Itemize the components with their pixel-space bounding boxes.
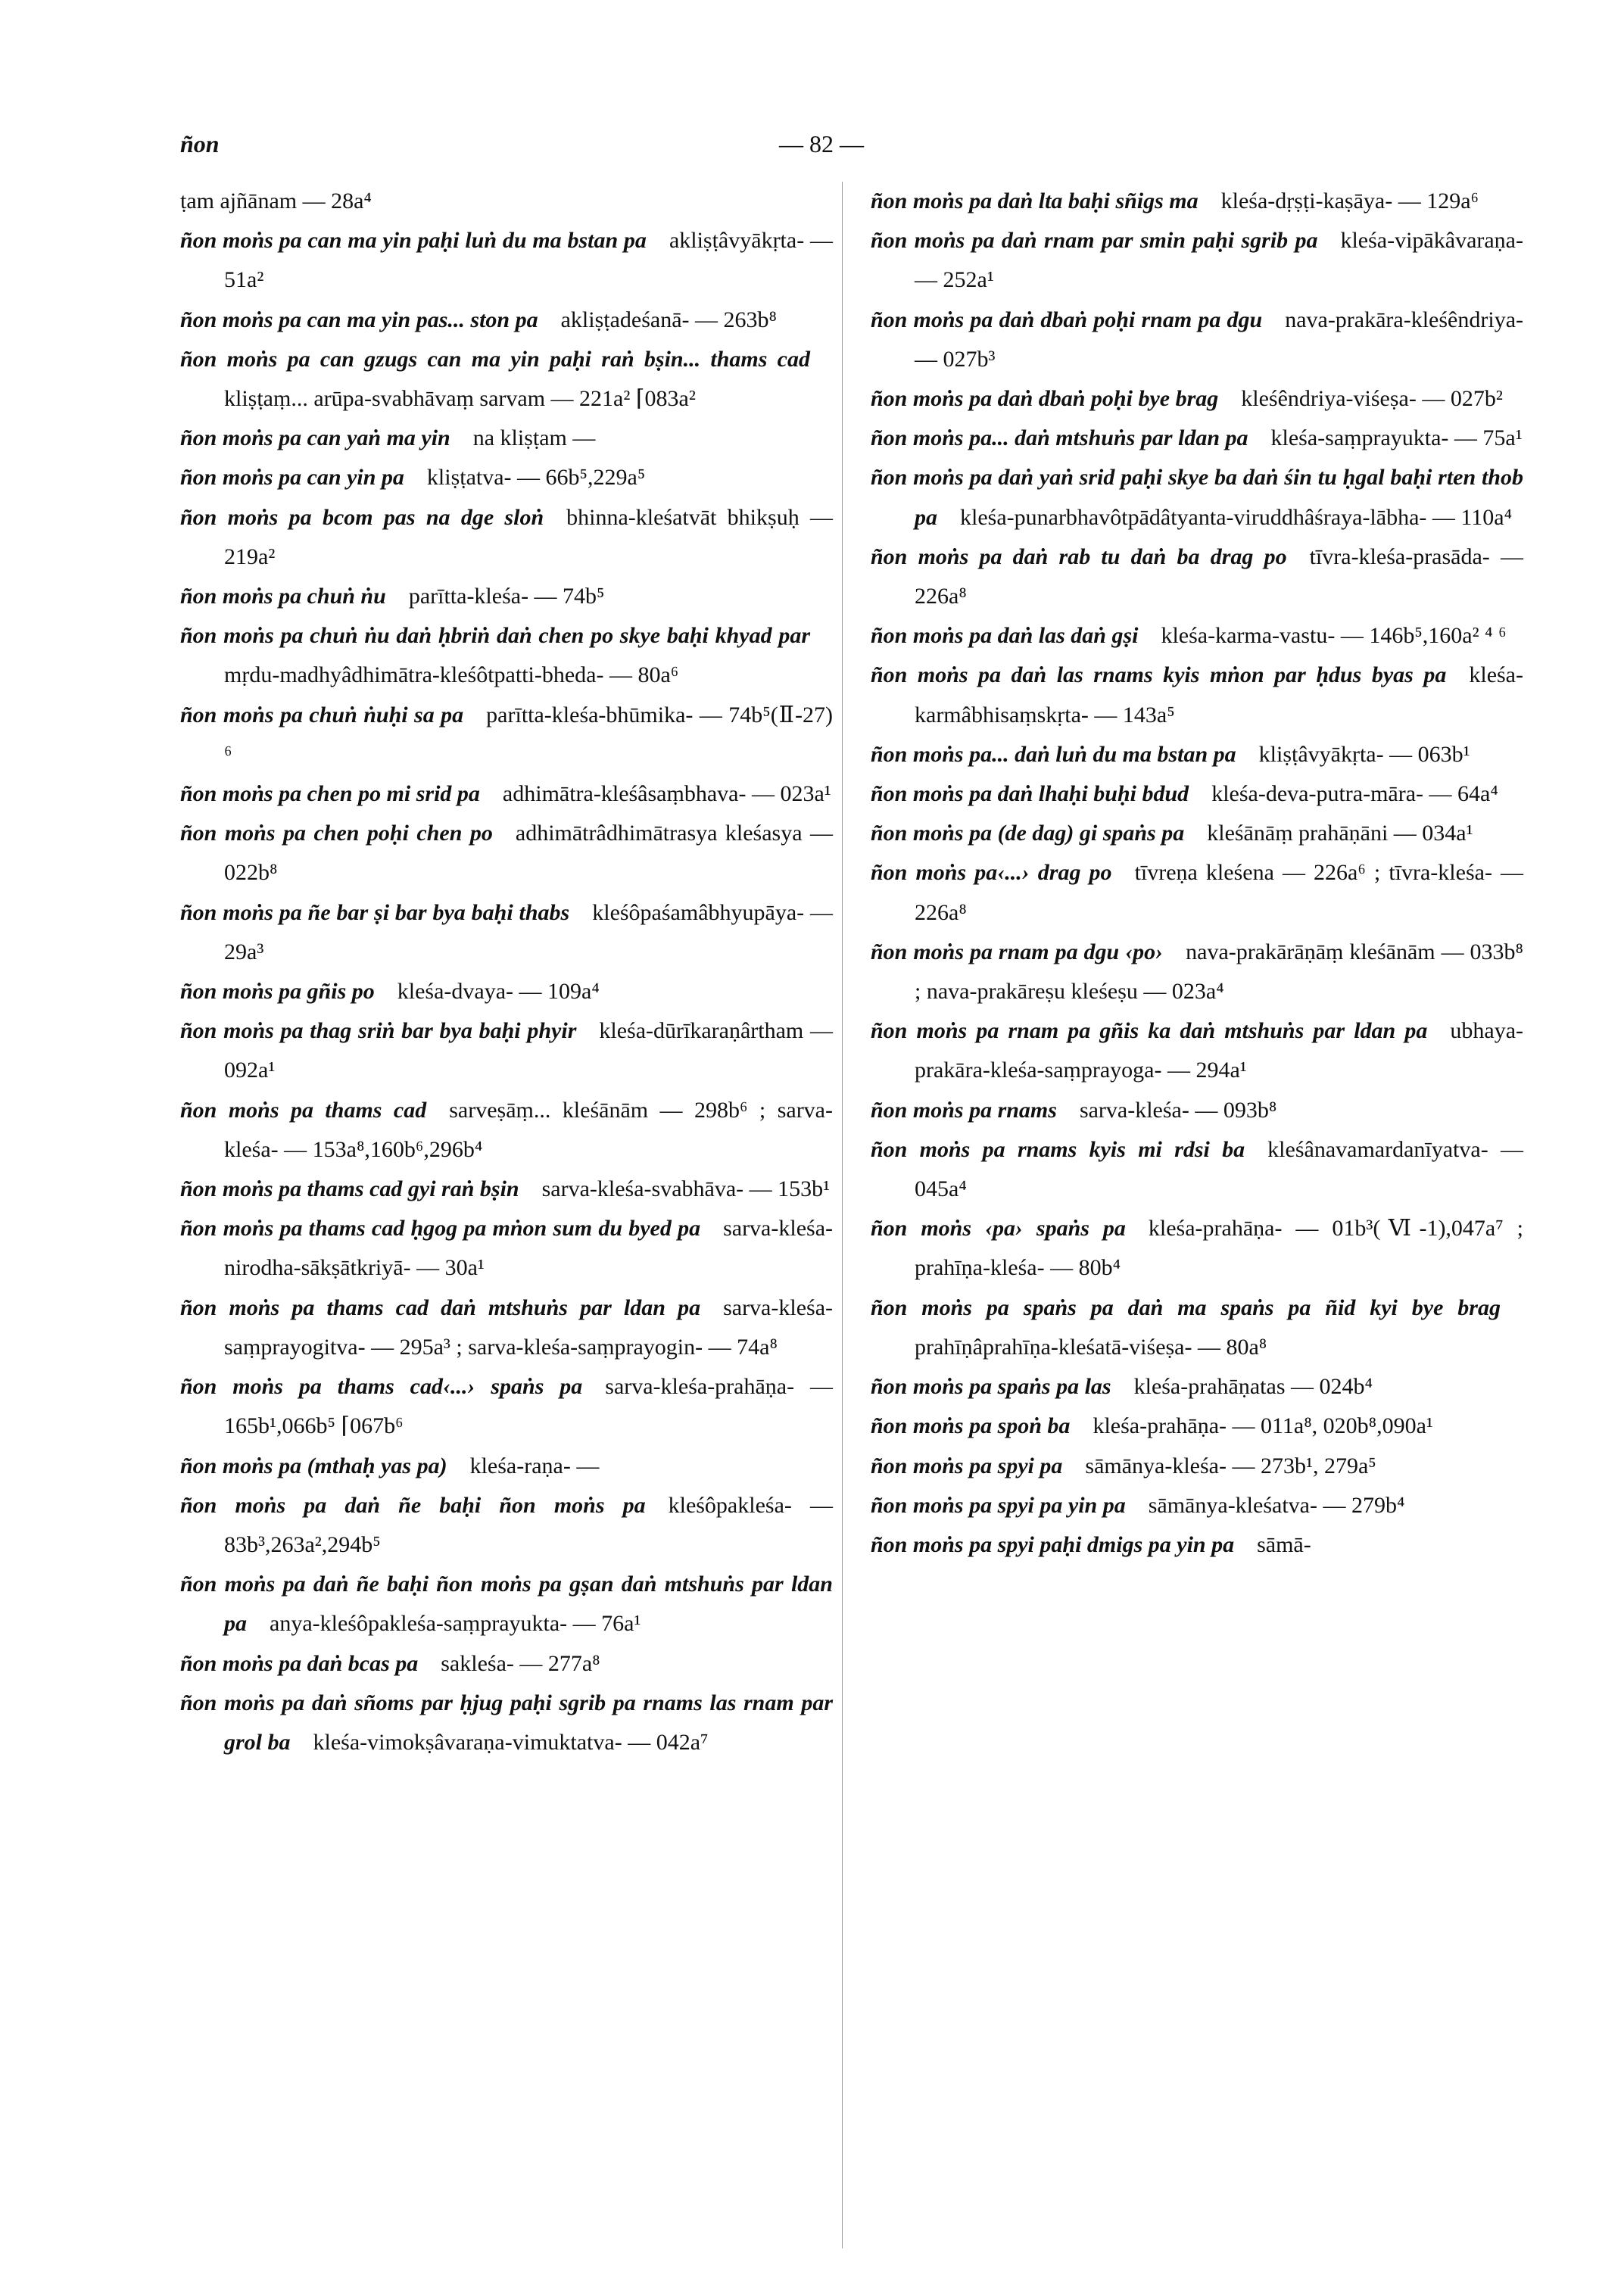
dictionary-entry [180,301,833,340]
left-column [180,182,833,1762]
sanskrit-reference: kliṣṭatva- — 66b⁵,229a⁵ [426,465,646,491]
dictionary-entry [871,1367,1523,1407]
dictionary-entry [180,221,833,300]
sanskrit-reference: ubhaya-prakāra-kleśa-saṃprayoga- — 294a¹ [915,1018,1523,1083]
tibetan-headword: ñon moṅs pa rnam pa dgu ‹po› [871,939,1164,964]
sanskrit-reference: kleśa-dūrīkaraṇârtham — 092a¹ [224,1018,833,1083]
tibetan-headword: ñon moṅs pa thams cad gyi raṅ bṣin [180,1176,519,1202]
dictionary-entry [180,1209,833,1288]
page-header [0,130,1624,176]
tibetan-headword: ñon moṅs pa ñe bar ṣi bar bya baḥi thabs [180,899,570,925]
dictionary-entry [871,774,1523,814]
sanskrit-reference: kleśa-punarbhavôtpādâtyanta-viruddhâśraya-lābha- — 110a⁴ [960,504,1513,530]
tibetan-headword: ñon moṅs pa chuṅ ṅu [180,584,386,609]
tibetan-headword: ñon moṅs pa can yaṅ ma yin [180,425,450,451]
tibetan-headword: ñon moṅs pa (mthaḥ yas pa) [180,1453,447,1478]
tibetan-headword: ñon moṅs pa daṅ las daṅ gṣi [871,623,1139,649]
tibetan-headword: ñon moṅs pa‹...› drag po [871,860,1112,886]
sanskrit-reference: kleśa-vimokṣâvaraṇa-vimuktatva- — 042a⁷ [313,1729,709,1755]
sanskrit-reference: kleśôpaśamâbhyupāya- — 29a³ [224,899,834,964]
tibetan-headword: ñon moṅs ‹pa› spaṅs pa [871,1216,1126,1242]
column-divider [842,182,843,2248]
sanskrit-reference: bhinna-kleśatvāt bhikṣuḥ — 219a² [224,504,833,569]
sanskrit-reference: tīvreṇa kleśena — 226a⁶ ; tīvra-kleśa- — 226a⁸ [915,860,1524,925]
tibetan-headword: ñon moṅs pa daṅ ñe baḥi ñon moṅs pa [180,1492,646,1518]
tibetan-headword: ñon moṅs pa spaṅs pa las [871,1374,1111,1400]
dictionary-entry [871,656,1523,734]
sanskrit-reference: prahīṇâprahīṇa-kleśatā-viśeṣa- — 80a⁸ [915,1334,1267,1360]
tibetan-headword: ñon moṅs pa can yin pa [180,465,404,491]
sanskrit-reference: sarva-kleśa- — 093b⁸ [1079,1097,1277,1123]
dictionary-entry [871,419,1523,458]
dictionary-entry [180,1644,833,1684]
sanskrit-reference: nava-prakārāṇāṃ kleśānām — 033b⁸ ; nava-prakāreṣu kleśeṣu — 023a⁴ [915,939,1523,1005]
dictionary-entry [871,814,1523,853]
sanskrit-reference: kleśānāṃ prahāṇāni — 034a¹ [1207,821,1473,846]
right-column [871,182,1523,1565]
tibetan-headword: ñon moṅs pa... daṅ mtshuṅs par ldan pa [871,425,1248,451]
tibetan-headword: ñon moṅs pa thams cad daṅ mtshuṅs par ldan pa [180,1294,701,1320]
dictionary-entry [180,1684,833,1762]
tibetan-headword: ñon moṅs pa daṅ bcas pa [180,1650,419,1676]
sanskrit-reference: parītta-kleśa- — 74b⁵ [408,584,605,609]
tibetan-headword: ñon moṅs pa thag sriṅ bar bya baḥi phyir [180,1018,577,1044]
dictionary-entry [871,1288,1523,1367]
sanskrit-reference: kleśa-vipākâvaraṇa- — 252a¹ [915,228,1523,293]
tibetan-headword: ñon moṅs pa chuṅ ṅuḥi sa pa [180,702,464,727]
tibetan-headword: ñon moṅs pa chuṅ ṅu daṅ ḥbriṅ daṅ chen po skye baḥi khyad par [180,623,810,649]
dictionary-entry [871,1447,1523,1486]
sanskrit-reference: kleśa-raṇa- — [469,1453,600,1478]
dictionary-entry [871,1011,1523,1090]
dictionary-entry [871,221,1523,300]
tibetan-headword: ñon moṅs pa rnams kyis mi rdsi ba [871,1136,1245,1162]
dictionary-entry [180,458,833,497]
tibetan-headword: ñon moṅs pa daṅ lta baḥi sñigs ma [871,188,1199,213]
sanskrit-reference: tīvra-kleśa-prasāda- — 226a⁸ [915,544,1523,609]
dictionary-entry [180,774,833,814]
dictionary-entry [871,1407,1523,1446]
sanskrit-reference: akliṣṭadeśanā- — 263b⁸ [560,307,777,332]
dictionary-entry [871,853,1523,932]
dictionary-entry [871,1525,1523,1565]
tibetan-headword: ñon moṅs pa daṅ lhaḥi buḥi bdud [871,781,1189,807]
sanskrit-reference: kleśêndriya-viśeṣa- — 027b² [1241,386,1503,412]
dictionary-entry [871,933,1523,1011]
sanskrit-reference: adhimātra-kleśâsaṃbhava- — 023a¹ [502,781,831,807]
sanskrit-reference: sāmā- [1257,1531,1311,1557]
sanskrit-reference: kleśânavamardanīyatva- — 045a⁴ [915,1136,1523,1202]
tibetan-headword: ñon moṅs pa spyi pa yin pa [871,1492,1126,1518]
dictionary-entry [871,182,1523,221]
dictionary-entry [180,1447,833,1486]
sanskrit-reference: sarveṣāṃ... kleśānām — 298b⁶ ; sarva-kleśa- — 153a⁸,160b⁶,296b⁴ [224,1097,833,1162]
dictionary-entry [180,1486,833,1565]
tibetan-headword: ñon moṅs pa gñis po [180,979,375,1005]
sanskrit-reference: kleśa-prahāṇa- — 011a⁸, 020b⁸,090a¹ [1093,1413,1433,1439]
tibetan-headword: ñon moṅs pa daṅ ñe baḥi ñon moṅs pa gṣan daṅ mtshuṅs par ldan pa [180,1572,833,1637]
sanskrit-reference: mṛdu-madhyâdhimātra-kleśôtpatti-bheda- — 80a⁶ [224,662,679,688]
tibetan-headword: ñon moṅs pa thams cad [180,1097,427,1123]
dictionary-entry [871,1209,1523,1288]
sanskrit-reference: kleśa-prahāṇatas — 024b⁴ [1133,1374,1373,1400]
sanskrit-reference: kliṣṭâvyākṛta- — 063b¹ [1258,741,1470,767]
running-head: ñon [180,130,220,157]
dictionary-entry [180,616,833,695]
dictionary-entry [871,1091,1523,1130]
dictionary-entry [180,814,833,893]
sanskrit-reference: kleśa-dṛṣṭi-kaṣāya- — 129a⁶ [1220,188,1479,213]
tibetan-headword: ñon moṅs pa chen poḥi chen po [180,821,493,846]
sanskrit-reference: nava-prakāra-kleśêndriya- — 027b³ [915,307,1523,372]
tibetan-headword: ñon moṅs pa bcom pas na dge sloṅ [180,504,544,530]
dictionary-entry [180,577,833,616]
tibetan-headword: ñon moṅs pa thams cad‹...› spaṅs pa [180,1374,583,1400]
sanskrit-reference: sarva-kleśa-prahāṇa- — 165b¹,066b⁵ ⌈067b⁶ [224,1374,833,1439]
dictionary-entry [180,1091,833,1170]
tibetan-headword: ñon moṅs pa can ma yin paḥi luṅ du ma bstan pa [180,228,647,254]
tibetan-headword: ñon moṅs pa spyi paḥi dmigs pa yin pa [871,1531,1235,1557]
dictionary-entry [871,1130,1523,1209]
sanskrit-reference: akliṣṭâvyākṛta- — 51a² [224,228,833,293]
sanskrit-reference: kleśa-saṃprayukta- — 75a¹ [1270,425,1523,451]
sanskrit-reference: kleśa-deva-putra-māra- — 64a⁴ [1211,781,1498,807]
dictionary-entry [871,735,1523,774]
tibetan-headword: ñon moṅs pa chen po mi srid pa [180,781,480,807]
dictionary-entry [871,301,1523,379]
sanskrit-reference: sarva-kleśa-svabhāva- — 153b¹ [541,1176,831,1202]
dictionary-entry [871,537,1523,616]
tibetan-headword: ñon moṅs pa rnam pa gñis ka daṅ mtshuṅs par ldan pa [871,1018,1428,1044]
tibetan-headword: ñon moṅs pa spyi pa [871,1453,1063,1478]
tibetan-headword: ñon moṅs pa can ma yin pas... ston pa [180,307,538,332]
sanskrit-reference: adhimātrâdhimātrasya kleśasya — 022b⁸ [224,821,833,886]
dictionary-entry [180,498,833,577]
sanskrit-reference: ṭam ajñānam — 28a⁴ [180,188,372,213]
tibetan-headword: ñon moṅs pa daṅ dbaṅ poḥi rnam pa dgu [871,307,1263,332]
tibetan-headword: ñon moṅs pa rnams [871,1097,1057,1123]
dictionary-entry [180,340,833,419]
sanskrit-reference: sarva-kleśa-saṃprayogitva- — 295a³ ; sarva-kleśa-saṃprayogin- — 74a⁸ [224,1294,833,1360]
tibetan-headword: ñon moṅs pa daṅ yaṅ srid paḥi skye ba daṅ śin tu ḥgal baḥi rten thob pa [871,465,1523,530]
dictionary-entry [871,458,1523,537]
tibetan-headword: ñon moṅs pa (de dag) gi spaṅs pa [871,821,1185,846]
dictionary-entry [180,1288,833,1367]
sanskrit-reference: kleśa-prahāṇa- — 01b³(Ⅵ-1),047a⁷ ; prahīṇa-kleśa- — 80b⁴ [915,1216,1523,1281]
sanskrit-reference: parītta-kleśa-bhūmika- — 74b⁵(Ⅱ-27) ⁶ [224,702,833,767]
dictionary-entry [871,379,1523,419]
sanskrit-reference: kleśôpakleśa- — 83b³,263a²,294b⁵ [224,1492,833,1557]
tibetan-headword: ñon moṅs pa thams cad ḥgog pa mṅon sum du byed pa [180,1216,701,1242]
dictionary-entry [180,972,833,1011]
tibetan-headword: ñon moṅs pa daṅ dbaṅ poḥi bye brag [871,386,1219,412]
sanskrit-reference: sāmānya-kleśatva- — 279b⁴ [1148,1492,1405,1518]
dictionary-entry [180,1170,833,1209]
tibetan-headword: ñon moṅs pa spaṅs pa daṅ ma spaṅs pa ñid kyi bye brag [871,1294,1501,1320]
tibetan-headword: ñon moṅs pa daṅ rnam par smin paḥi sgrib pa [871,228,1318,254]
tibetan-headword: ñon moṅs pa daṅ las rnams kyis mṅon par ḥdus byas pa [871,662,1447,688]
sanskrit-reference: anya-kleśôpakleśa-saṃprayukta- — 76a¹ [270,1611,641,1637]
tibetan-headword: ñon moṅs pa... daṅ luṅ du ma bstan pa [871,741,1236,767]
sanskrit-reference: na kliṣṭam — [472,425,596,451]
sanskrit-reference: kleśa-karma-vastu- — 146b⁵,160a² ⁴ ⁶ [1161,623,1507,649]
dictionary-entry [180,893,833,972]
tibetan-headword: ñon moṅs pa daṅ rab tu daṅ ba drag po [871,544,1287,569]
sanskrit-reference: sarva-kleśa-nirodha-sākṣātkriyā- — 30a¹ [224,1216,833,1281]
sanskrit-reference: kliṣṭaṃ... arūpa-svabhāvaṃ sarvam — 221a² ⌈083a² [224,386,696,412]
sanskrit-reference: sakleśa- — 277a⁸ [441,1650,600,1676]
dictionary-entry [180,182,833,221]
dictionary-entry [180,1367,833,1446]
sanskrit-reference: kleśa-karmâbhisaṃskṛta- — 143a⁵ [915,662,1523,727]
dictionary-entry [180,419,833,458]
tibetan-headword: ñon moṅs pa spoṅ ba [871,1413,1071,1439]
sanskrit-reference: kleśa-dvaya- — 109a⁴ [397,979,600,1005]
tibetan-headword: ñon moṅs pa can gzugs can ma yin paḥi raṅ bṣin... thams cad [180,346,810,372]
dictionary-entry [180,696,833,774]
dictionary-entry [180,1565,833,1643]
dictionary-entry [871,616,1523,656]
sanskrit-reference: sāmānya-kleśa- — 273b¹, 279a⁵ [1085,1453,1376,1478]
page-number: — 82 — [779,130,864,157]
tibetan-headword: ñon moṅs pa daṅ sñoms par ḥjug paḥi sgrib pa rnams las rnam par grol ba [180,1690,833,1755]
dictionary-entry [180,1011,833,1090]
dictionary-entry [871,1486,1523,1525]
